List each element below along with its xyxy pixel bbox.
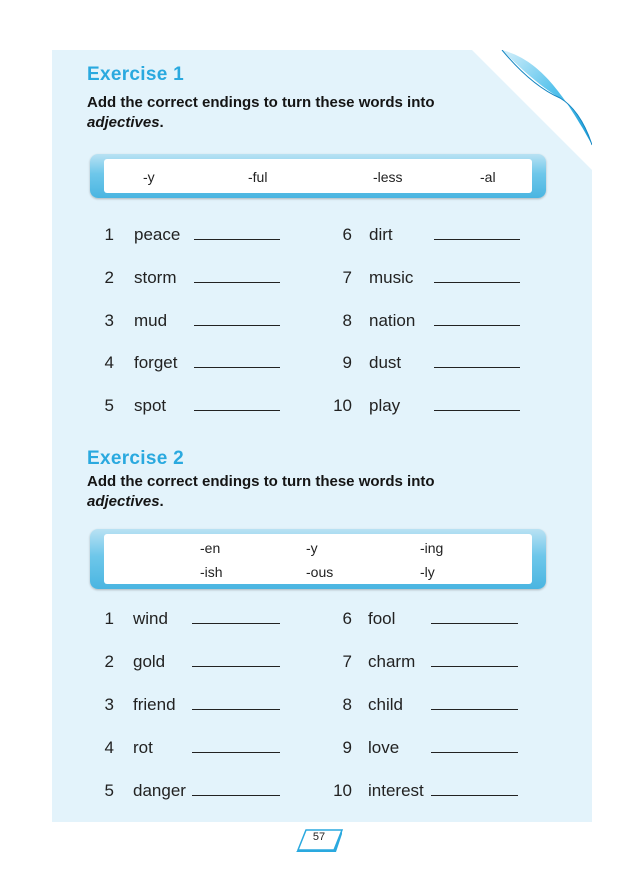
item-word: nation <box>369 310 416 330</box>
item-number: 10 <box>333 781 352 800</box>
suffix: -ish <box>200 564 223 580</box>
item-number: 9 <box>342 738 352 757</box>
answer-blank[interactable] <box>431 709 518 710</box>
exercise-1-title: Exercise 1 <box>87 64 185 85</box>
item-word: peace <box>134 225 181 244</box>
item-number: 5 <box>104 396 114 416</box>
exercise-item <box>0 695 638 717</box>
page-number: 57 <box>312 831 326 843</box>
exercise-item <box>0 353 638 375</box>
item-word: love <box>368 738 400 757</box>
item-word: friend <box>133 695 176 714</box>
answer-blank[interactable] <box>431 623 518 624</box>
answer-blank[interactable] <box>434 239 520 240</box>
item-number: 1 <box>104 609 114 628</box>
suffix: -y <box>306 540 318 556</box>
item-number: 10 <box>333 396 352 416</box>
item-word: storm <box>134 267 177 287</box>
suffix: -ful <box>248 169 268 185</box>
exercise-2-suffix-box <box>90 529 546 589</box>
item-number: 2 <box>104 652 114 671</box>
answer-blank[interactable] <box>431 795 518 796</box>
item-word: dust <box>369 353 402 373</box>
item-number: 3 <box>104 310 114 330</box>
item-number: 9 <box>342 353 352 373</box>
exercise-2-instruction: Add the correct endings to turn these words into adjectives. <box>87 473 435 510</box>
item-number: 7 <box>342 267 352 287</box>
item-word: forget <box>134 353 178 373</box>
item-word: gold <box>133 652 166 671</box>
answer-blank[interactable] <box>434 367 520 368</box>
item-number: 5 <box>104 781 114 800</box>
answer-blank[interactable] <box>434 282 520 283</box>
exercise-item <box>0 311 638 333</box>
item-number: 4 <box>104 353 114 373</box>
item-word: mud <box>134 310 168 330</box>
suffix: -ing <box>420 540 444 556</box>
exercise-item <box>0 652 638 674</box>
item-word: fool <box>368 609 396 628</box>
item-number: 1 <box>104 225 114 244</box>
suffix: -en <box>200 540 221 556</box>
exercise-item <box>0 738 638 760</box>
page-curl-decoration <box>472 50 592 170</box>
exercise-item <box>0 225 638 247</box>
answer-blank[interactable] <box>431 666 518 667</box>
item-word: charm <box>368 652 416 671</box>
item-number: 7 <box>342 652 352 671</box>
exercise-item <box>0 268 638 290</box>
exercise-1-suffix-box <box>90 154 546 198</box>
item-word: wind <box>133 609 168 628</box>
suffix: -ly <box>420 564 435 580</box>
item-number: 4 <box>104 738 114 757</box>
item-number: 8 <box>342 310 352 330</box>
suffix: -y <box>143 169 155 185</box>
exercise-item <box>0 609 638 631</box>
item-word: danger <box>133 781 186 800</box>
item-word: interest <box>368 781 424 800</box>
item-word: music <box>369 267 414 287</box>
exercise-2-title: Exercise 2 <box>87 448 185 469</box>
exercise-item <box>0 781 638 803</box>
item-number: 8 <box>342 695 352 714</box>
item-word: rot <box>133 738 153 757</box>
answer-blank[interactable] <box>431 752 518 753</box>
exercise-1-instruction: Add the correct endings to turn these words into adjectives. <box>87 94 435 131</box>
suffix: -ous <box>306 564 334 580</box>
item-number: 2 <box>104 267 114 287</box>
item-word: child <box>368 695 403 714</box>
suffix: -al <box>480 169 496 185</box>
item-number: 6 <box>342 225 352 244</box>
answer-blank[interactable] <box>434 325 520 326</box>
item-number: 3 <box>104 695 114 714</box>
answer-blank[interactable] <box>434 410 520 411</box>
exercise-item <box>0 396 638 418</box>
item-number: 6 <box>342 609 352 628</box>
item-word: play <box>369 396 401 416</box>
item-word: spot <box>134 396 167 416</box>
suffix: -less <box>373 169 403 185</box>
item-word: dirt <box>369 225 393 244</box>
